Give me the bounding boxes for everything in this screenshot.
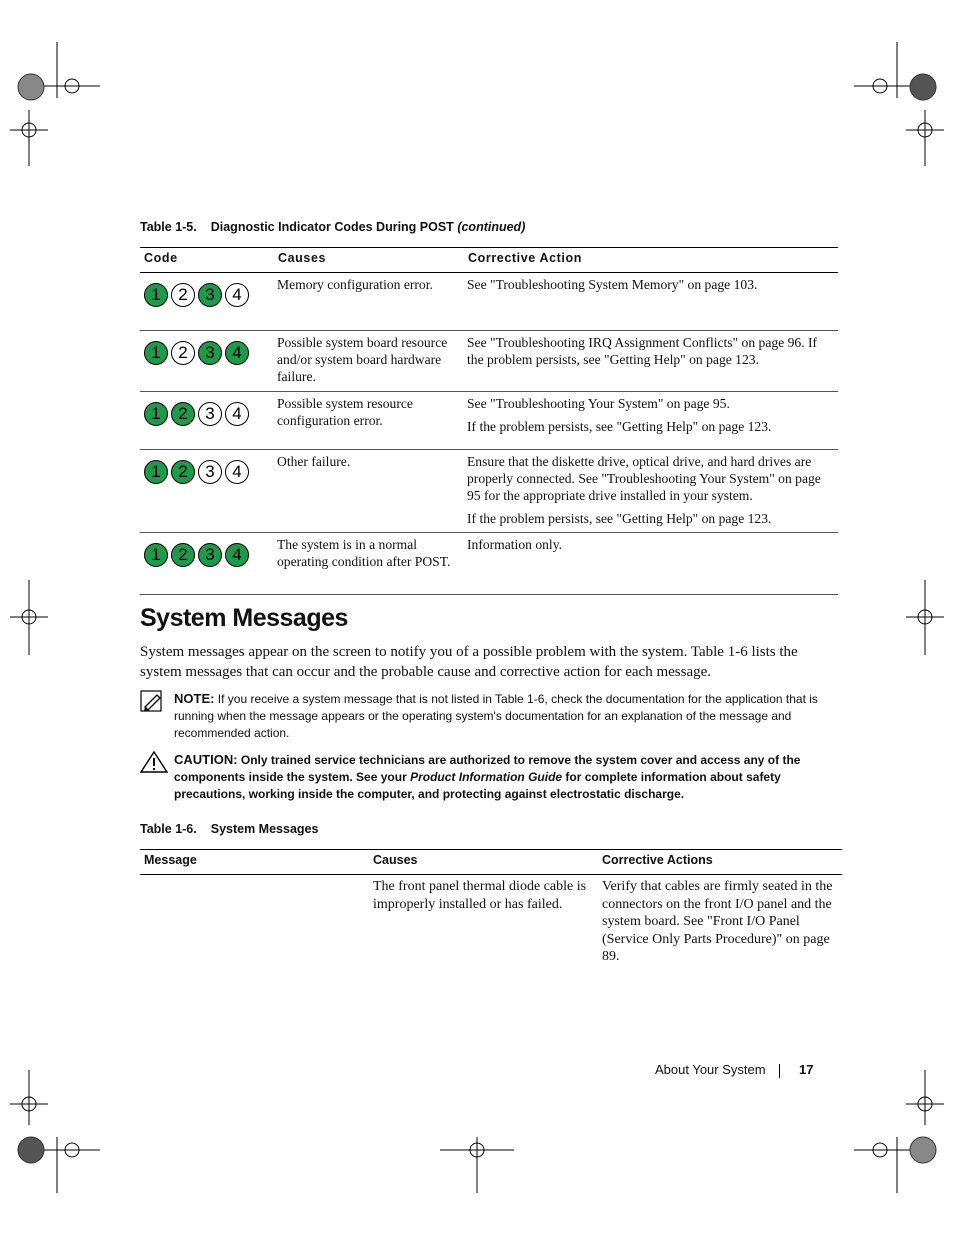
- footer-separator: [779, 1064, 780, 1078]
- warning-triangle-icon: [140, 751, 168, 773]
- diagnostic-led-4-unlit: 4: [225, 283, 249, 307]
- cell-action: [467, 453, 835, 533]
- cell-causes: Possible system resource configuration error.: [277, 396, 413, 428]
- diagnostic-led-2-lit: 2: [171, 402, 195, 426]
- intro-paragraph: System messages appear on the screen to notify you of a possible problem with the system. Table 1-6 lists the system messages that can occur and the probable cause and corrective action for each message.: [140, 644, 798, 680]
- diagnostic-led-3-lit: 3: [198, 283, 222, 307]
- cell-causes: The front panel thermal diode cable is improperly installed or has failed.: [373, 879, 587, 912]
- section-title: System Messages: [140, 604, 348, 632]
- diagnostic-led-1-lit: 1: [144, 341, 168, 365]
- header-action: Corrective Action: [468, 251, 582, 265]
- table-row: [140, 875, 842, 975]
- system-messages-table: [140, 849, 842, 975]
- diagnostic-led-2-lit: 2: [171, 460, 195, 484]
- action-paragraph: See "Troubleshooting Your System" on page 95.: [467, 396, 730, 411]
- note-label: NOTE:: [174, 691, 215, 706]
- diagnostic-led-4-unlit: 4: [225, 402, 249, 426]
- cell-action: [467, 395, 835, 441]
- note-text: If you receive a system message that is not listed in Table 1-6, check the documentation for the application that is running when the message appears or the operating system's documentation for an explanation of the message and recommended action.: [174, 692, 818, 740]
- action-paragraph: See "Troubleshooting System Memory" on page 103.: [467, 277, 758, 292]
- cell-causes: Other failure.: [277, 454, 351, 469]
- diagnostic-led-4-lit: 4: [225, 341, 249, 365]
- header-causes: Causes: [278, 251, 327, 265]
- diagnostic-led-2-unlit: 2: [171, 283, 195, 307]
- cell-causes: Memory configuration error.: [277, 277, 433, 292]
- diagnostic-led-3-unlit: 3: [198, 402, 222, 426]
- header-causes: Causes: [373, 853, 418, 867]
- diagnostic-led-3-lit: 3: [198, 543, 222, 567]
- page-number: 17: [799, 1062, 814, 1077]
- pencil-note-icon: [140, 690, 164, 712]
- cell-action: [467, 276, 835, 299]
- table-row: [140, 392, 838, 450]
- caption-label: Table 1-5.: [140, 220, 197, 234]
- diagnostic-led-3-unlit: 3: [198, 460, 222, 484]
- caption-label: Table 1-6.: [140, 822, 197, 836]
- diagnostic-led-1-lit: 1: [144, 283, 168, 307]
- caption-title: System Messages: [210, 822, 319, 836]
- header-code: Code: [144, 251, 178, 265]
- diagnostic-codes-table: [140, 247, 838, 595]
- led-code: [144, 460, 252, 484]
- cell-action: Verify that cables are firmly seated in the connectors on the front I/O panel and the system board. See "Front I/O Panel (Service Only Parts Procedure)" on page 89.: [602, 879, 833, 964]
- led-code: [144, 341, 252, 365]
- table-header: [140, 247, 838, 273]
- diagnostic-led-1-lit: 1: [144, 460, 168, 484]
- caption-title: Diagnostic Indicator Codes During POST: [210, 220, 454, 234]
- caution-text-a: Only trained service technicians are authorized to remove the system cover and access any of the components inside the system. See your: [174, 753, 801, 784]
- table-caption: [140, 822, 318, 836]
- action-paragraph: Ensure that the diskette drive, optical drive, and hard drives are properly connected. See "Troubleshooting Your System" on page 95 for the appropriate drive installed in your system.: [467, 454, 821, 503]
- diagnostic-led-2-lit: 2: [171, 543, 195, 567]
- cell-causes: Possible system board resource and/or system board hardware failure.: [277, 335, 448, 384]
- caution-text-b: for complete information about safety precautions, working inside the computer, and protecting against electrostatic discharge.: [174, 770, 781, 801]
- action-paragraph: If the problem persists, see "Getting Help" on page 123.: [467, 511, 772, 526]
- footer-chapter: About Your System: [655, 1062, 766, 1077]
- table-caption: [140, 220, 525, 234]
- header-action: Corrective Actions: [602, 853, 713, 867]
- action-paragraph: If the problem persists, see "Getting Help" on page 123.: [467, 419, 772, 434]
- header-message: Message: [144, 853, 197, 867]
- table-row: [140, 533, 838, 595]
- cell-action: [467, 334, 835, 374]
- led-code: [144, 543, 252, 567]
- table-row: [140, 273, 838, 331]
- caption-continued: (continued): [457, 220, 526, 234]
- table-header: [140, 849, 842, 875]
- cell-causes: The system is in a normal operating condition after POST.: [277, 537, 451, 569]
- led-code: [144, 283, 252, 307]
- diagnostic-led-1-lit: 1: [144, 402, 168, 426]
- caution-label: CAUTION:: [174, 752, 238, 767]
- diagnostic-led-4-unlit: 4: [225, 460, 249, 484]
- page-footer: [655, 1062, 814, 1077]
- table-row: [140, 450, 838, 533]
- led-code: [144, 402, 252, 426]
- diagnostic-led-1-lit: 1: [144, 543, 168, 567]
- diagnostic-led-3-lit: 3: [198, 341, 222, 365]
- table-row: [140, 331, 838, 392]
- caution-guide-title: Product Information Guide: [410, 770, 563, 784]
- action-paragraph: Information only.: [467, 537, 563, 552]
- cell-action: [467, 536, 835, 559]
- diagnostic-led-4-lit: 4: [225, 543, 249, 567]
- diagnostic-led-2-unlit: 2: [171, 341, 195, 365]
- action-paragraph: See "Troubleshooting IRQ Assignment Conflicts" on page 96. If the problem persists, see "Getting Help" on page 123.: [467, 335, 818, 367]
